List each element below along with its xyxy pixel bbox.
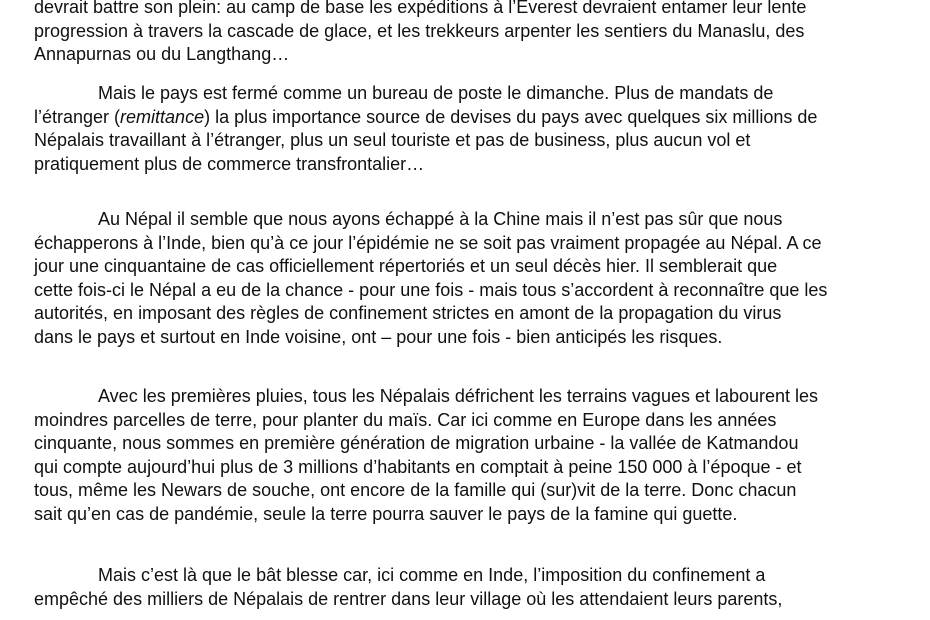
text-line: Avec les premières pluies, tous les Népalais défrichent les terrains vagues et labourent les [98,386,819,406]
text-line: dans le pays et surtout en Inde voisine, ont – pour une fois - bien anticipés les risques. [34,326,723,347]
text-line: cinquante, nous sommes en première génération de migration urbaine - la vallée de Katmandou [34,433,799,454]
text-line: moindres parcelles de terre, pour planter du maïs. Car ici comme en Europe dans les années [34,409,777,430]
text-line: Népalais travaillant à l’étranger, plus un seul touriste et pas de business, plus aucun vol et [34,130,751,151]
text-run: ) la plus importance source de devises du pays avec quelques six millions de [204,106,818,127]
text-line: devrait battre son plein: au camp de base les expéditions à l’Everest devraient entamer leur lente [34,0,807,17]
text-line: qui compte aujourd’hui plus de 3 millions d’habitants en comptait à peine 150 000 à l’époque - et [34,456,802,477]
paragraph-4 [34,385,818,527]
text-line: autorités, en imposant des règles de confinement strictes en amont de la propagation du virus [34,303,782,324]
text-line: Mais c’est là que le bât blesse car, ici comme en Inde, l’imposition du confinement a [98,565,766,585]
text-line: cette fois-ci le Népal a eu de la chance - pour une fois - mais tous s’accordent à reconnaître que les [34,279,828,300]
text-line: sait qu’en cas de pandémie, seule la terre pourra sauver le pays de la famine qui guette. [34,503,738,524]
text-line: jour une cinquantaine de cas officiellement répertoriés et un seul décès hier. Il semblerait que [34,256,778,277]
paragraph-2 [34,82,817,176]
italic-term: remittance [120,106,205,127]
text-line: progression à travers la cascade de glace, et les trekkeurs arpenter les sentiers du Manaslu, des [34,20,805,41]
paragraph-3 [34,208,827,350]
text-line: échapperons à l’Inde, bien qu’à ce jour l’épidémie ne se soit pas vraiment propagée au Népal. A ce [34,232,822,253]
text-line: pratiquement plus de commerce transfrontalier… [34,153,425,174]
text-run: l’étranger ( [34,106,121,127]
text-line: Au Népal il semble que nous ayons échappé à la Chine mais il n’est pas sûr que nous [98,209,783,229]
paragraph-1 [34,0,806,67]
text-line: tous, même les Newars de souche, ont encore de la famille qui (sur)vit de la terre. Donc chacun [34,480,797,501]
text-line: Mais le pays est fermé comme un bureau de poste le dimanche. Plus de mandats de [98,83,774,103]
paragraph-5 [34,564,782,611]
text-line: empêché des milliers de Népalais de rentrer dans leur village où les attendaient leurs parents, [34,588,783,609]
text-line: Annapurnas ou du Langthang… [34,44,290,65]
text-line-with-italic [34,106,817,130]
